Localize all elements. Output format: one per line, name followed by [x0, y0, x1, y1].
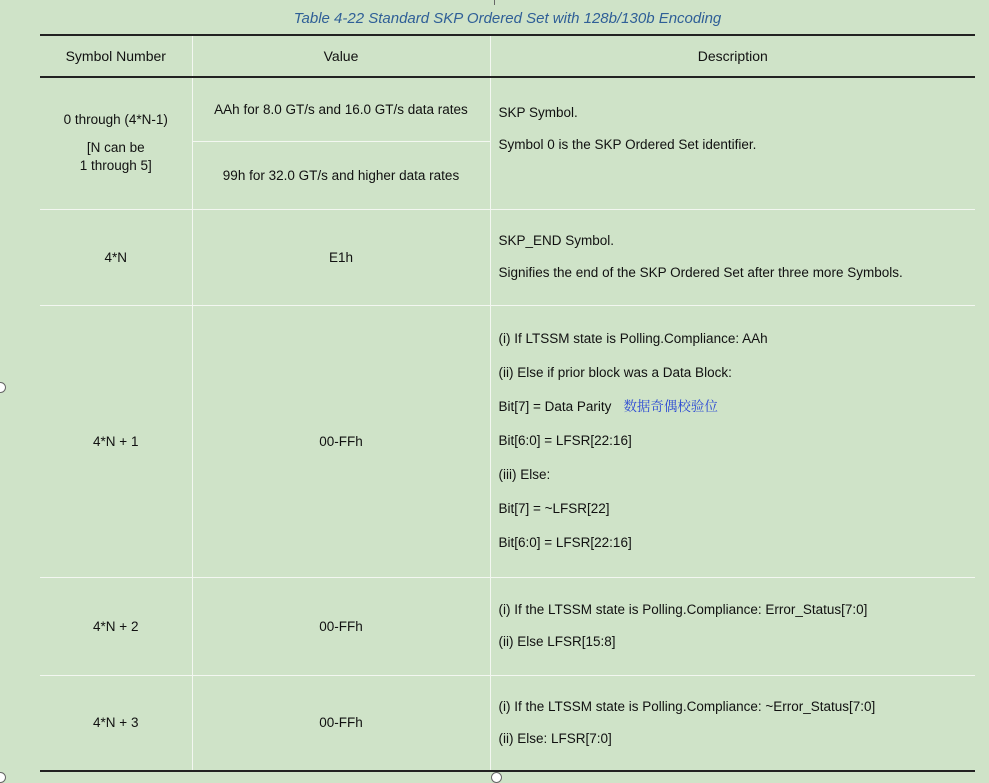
- table-row: [40, 675, 975, 771]
- description-cell: [490, 675, 975, 771]
- description-line: Signifies the end of the SKP Ordered Set after three more Symbols.: [498, 265, 903, 280]
- description-cell: [490, 305, 975, 577]
- value-cell: 99h for 32.0 GT/s and higher data rates: [192, 141, 490, 209]
- table-row: [40, 305, 975, 577]
- description-line: (i) If the LTSSM state is Polling.Compliance: Error_Status[7:0]: [498, 602, 868, 617]
- header-value: Value: [192, 35, 490, 77]
- resize-handle-top[interactable]: [494, 0, 495, 5]
- description-line: Bit[6:0] = LFSR[22:16]: [498, 433, 632, 448]
- description-cell: [490, 77, 975, 209]
- resize-handle-bottom[interactable]: [491, 772, 502, 783]
- symbol-cell: 4*N: [40, 209, 192, 305]
- resize-handle-bottom-left[interactable]: [0, 772, 6, 783]
- symbol-text: 0 through (4*N-1): [63, 112, 168, 128]
- value-cell: 00-FFh: [192, 305, 490, 577]
- value-cell: 00-FFh: [192, 675, 490, 771]
- description-line: SKP_END Symbol.: [498, 233, 615, 248]
- description-line: (ii) Else LFSR[15:8]: [498, 634, 616, 649]
- table-row: [40, 577, 975, 675]
- description-line: (i) If the LTSSM state is Polling.Compliance: ~Error_Status[7:0]: [498, 698, 876, 714]
- description-line: SKP Symbol.: [498, 105, 578, 120]
- description-line: Bit[6:0] = LFSR[22:16]: [498, 535, 632, 550]
- resize-handle-left[interactable]: [0, 382, 6, 393]
- header-row: [40, 35, 975, 77]
- symbol-cell: 4*N + 3: [40, 675, 192, 771]
- description-line: Bit[7] = ~LFSR[22]: [498, 501, 610, 516]
- value-cell: E1h: [192, 209, 490, 305]
- parity-annotation: 数据奇偶校验位: [623, 399, 718, 415]
- symbol-text: [N can be: [86, 140, 145, 156]
- header-description: Description: [490, 35, 975, 77]
- table-row: [40, 77, 975, 141]
- value-cell: AAh for 8.0 GT/s and 16.0 GT/s data rates: [192, 77, 490, 141]
- description-line: (ii) Else: LFSR[7:0]: [498, 730, 612, 746]
- symbol-cell: 4*N + 2: [40, 577, 192, 675]
- symbol-text: 1 through 5]: [79, 158, 152, 174]
- description-line: (i) If LTSSM state is Polling.Compliance: AAh: [498, 331, 768, 346]
- symbol-cell: [40, 77, 192, 209]
- header-symbol-number: Symbol Number: [40, 35, 192, 77]
- table-row: [40, 209, 975, 305]
- description-text: Bit[7] = Data Parity: [498, 399, 612, 414]
- description-cell: [490, 209, 975, 305]
- description-line: (iii) Else:: [498, 467, 551, 482]
- description-line: (ii) Else if prior block was a Data Block:: [498, 365, 732, 380]
- value-cell: 00-FFh: [192, 577, 490, 675]
- symbol-cell: 4*N + 1: [40, 305, 192, 577]
- skp-ordered-set-table: [40, 34, 975, 772]
- table-caption: Table 4-22 Standard SKP Ordered Set with 128b/130b Encoding: [293, 10, 722, 27]
- description-line: Symbol 0 is the SKP Ordered Set identifier.: [498, 137, 757, 152]
- description-line-with-note: [499, 398, 976, 416]
- description-cell: [490, 577, 975, 675]
